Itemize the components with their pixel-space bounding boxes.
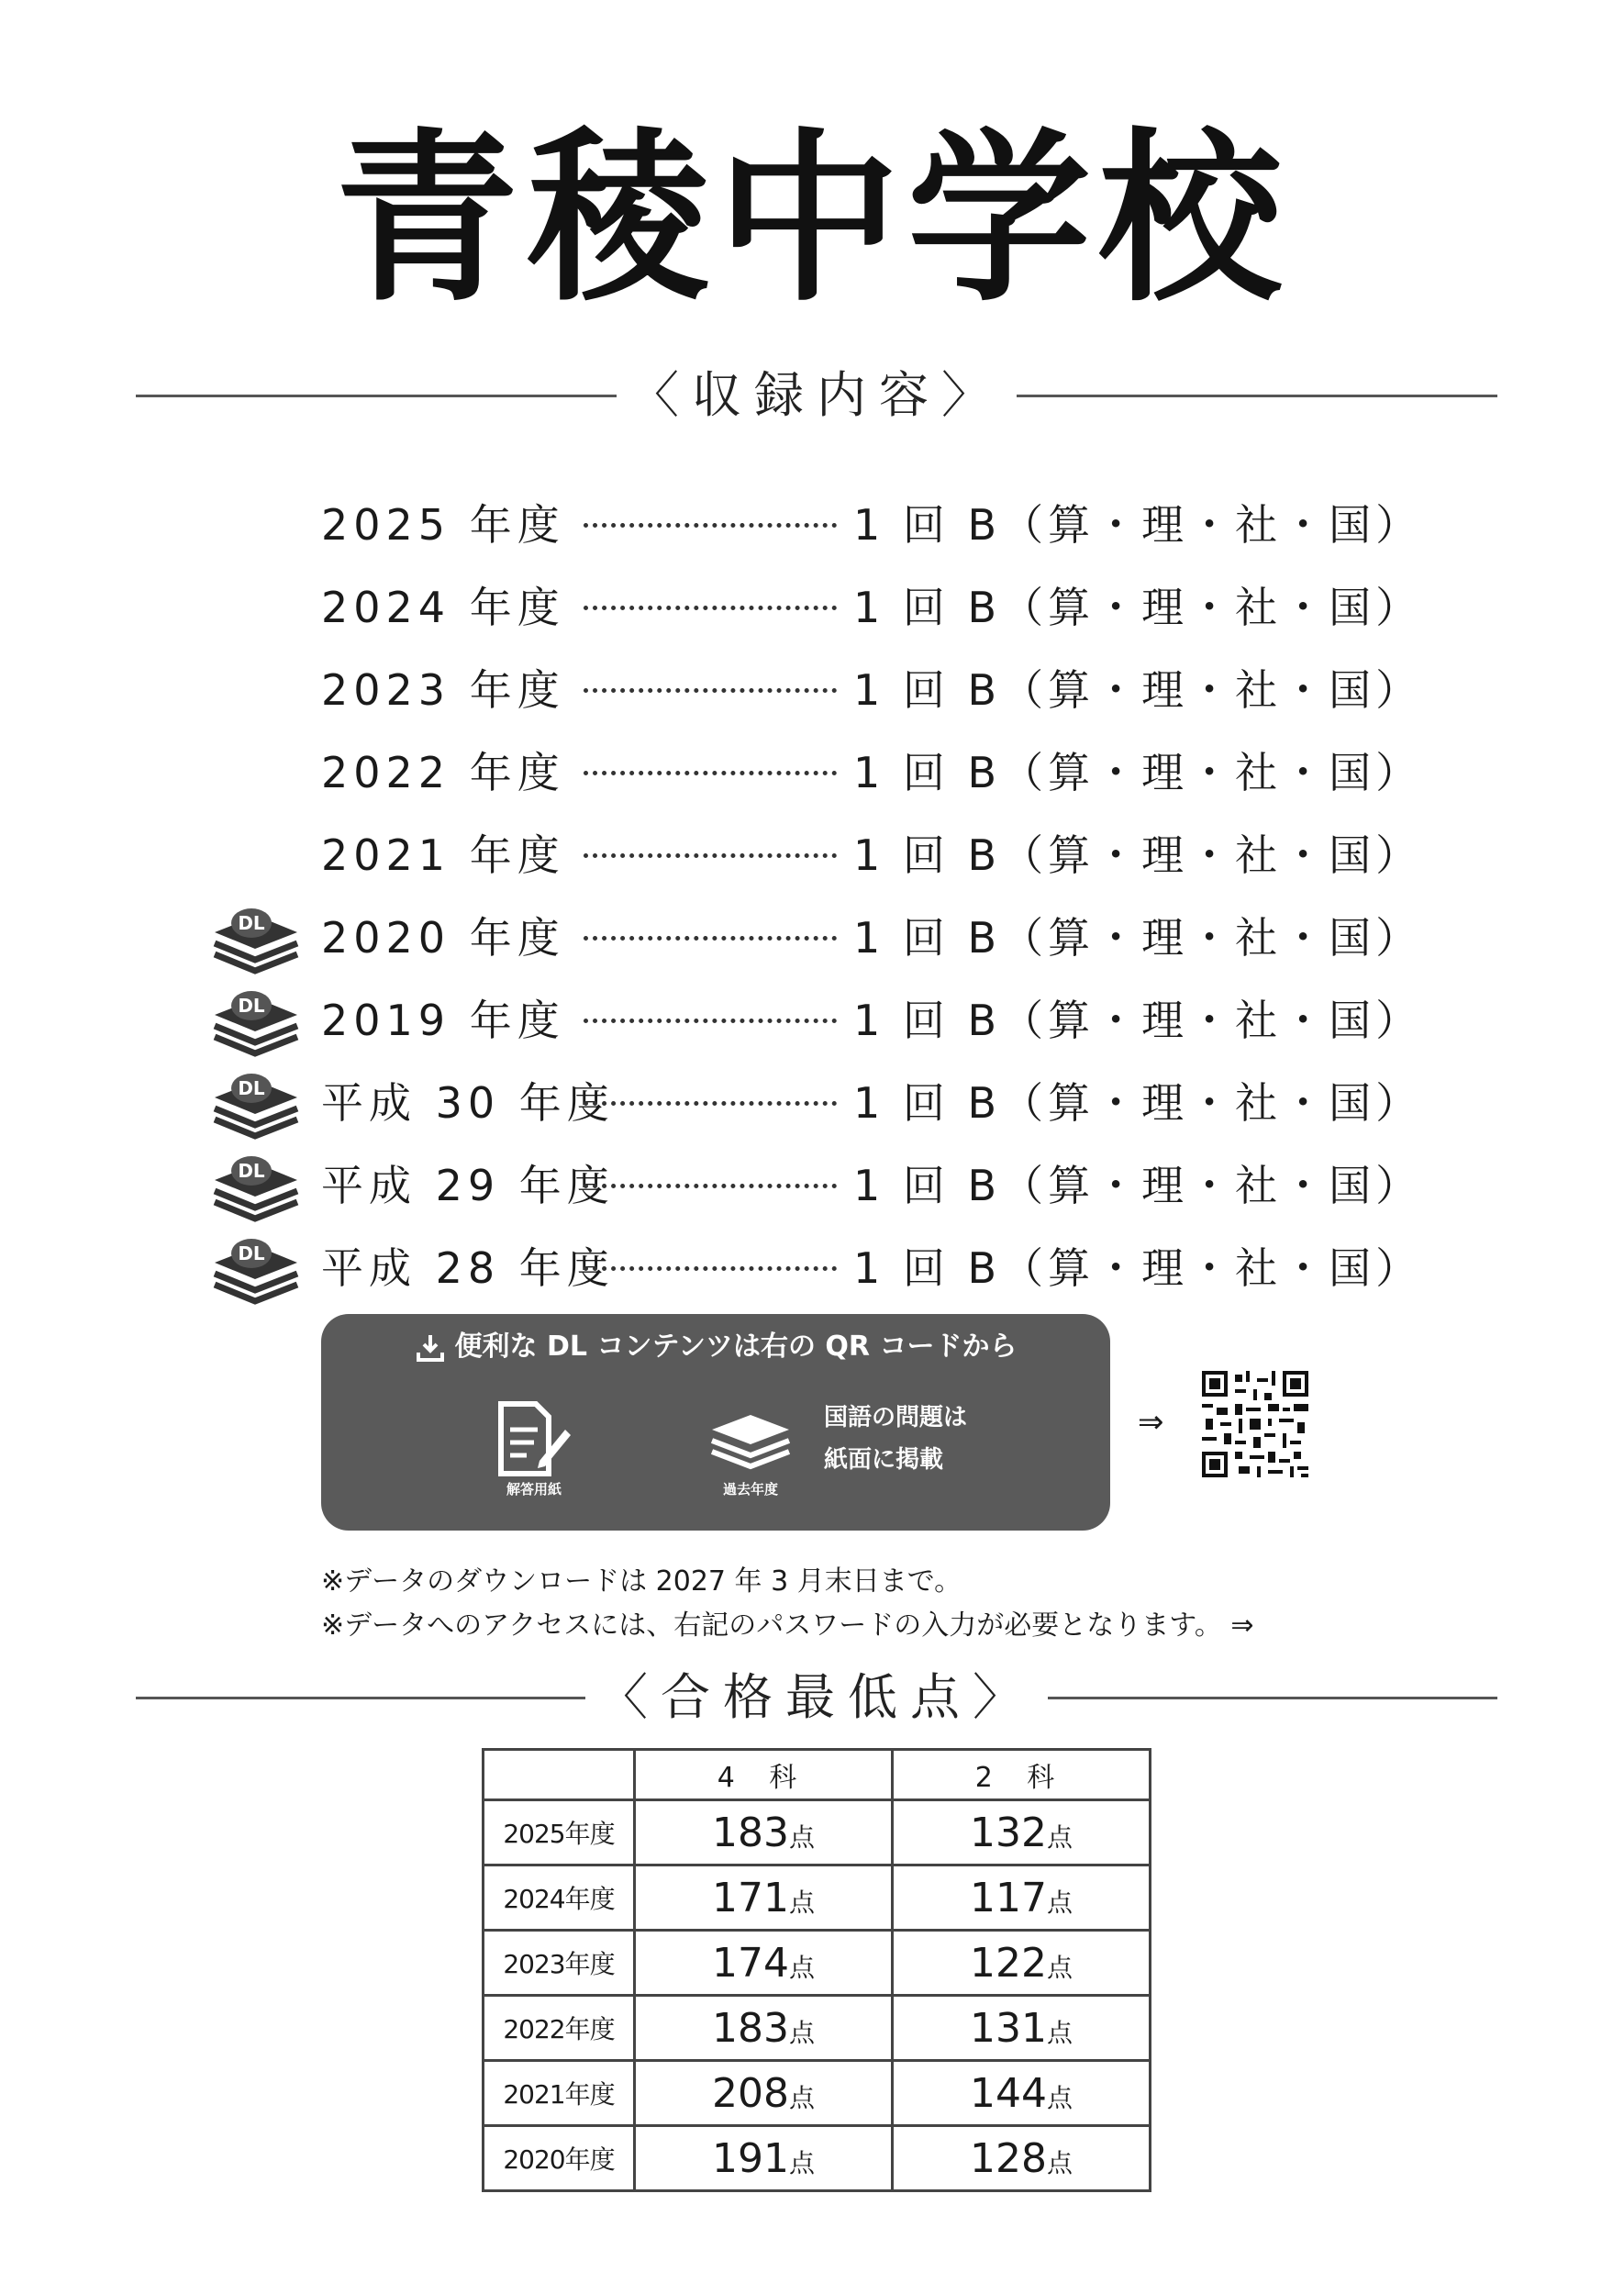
qr-arrow: ⇒	[1138, 1404, 1164, 1441]
table-row	[484, 1931, 1151, 1996]
qr-code[interactable]	[1202, 1371, 1308, 1477]
score-unit: 点	[1046, 1952, 1073, 1983]
dl-icon-text: DL	[238, 912, 265, 934]
contents-year: 2019 年度	[321, 996, 565, 1045]
contents-exam: 1 回 B（算・理・社・国）	[853, 1243, 1423, 1293]
score-year-cell: 2023年度	[484, 1931, 635, 1996]
contents-row	[0, 1147, 1624, 1230]
table-header-cell: 2 科	[893, 1750, 1151, 1800]
dl-book-icon	[209, 1230, 301, 1308]
dl-book-icon	[209, 982, 301, 1061]
contents-year: 2024 年度	[321, 583, 565, 632]
table-row	[484, 1865, 1151, 1931]
score-4-cell	[635, 2126, 893, 2191]
contents-year: 2022 年度	[321, 748, 565, 797]
contents-row	[0, 734, 1624, 817]
score-2-cell	[893, 2126, 1151, 2191]
download-icon	[415, 1332, 446, 1364]
contents-exam: 1 回 B（算・理・社・国）	[853, 996, 1423, 1045]
score-2-cell	[893, 1800, 1151, 1865]
dot-leader	[584, 1101, 837, 1106]
contents-row	[0, 817, 1624, 899]
score-unit: 点	[1046, 2147, 1073, 2178]
past-years-caption: 過去年度	[722, 1481, 778, 1498]
answer-sheet-icon	[492, 1397, 574, 1479]
page-title: 青稜中学校	[334, 113, 1289, 327]
contents-exam: 1 回 B（算・理・社・国）	[853, 500, 1423, 550]
dot-leader	[584, 688, 837, 693]
table-header-cell: 4 科	[635, 1750, 893, 1800]
score-year-cell: 2022年度	[484, 1996, 635, 2061]
contents-year: 2023 年度	[321, 665, 565, 715]
score-value: 128	[970, 2134, 1047, 2182]
note-line: ※データへのアクセスには、右記のパスワードの入力が必要となります。 ⇒	[321, 1609, 1254, 1642]
book-stack-icon	[705, 1402, 796, 1476]
contents-year: 2020 年度	[321, 913, 565, 963]
score-value: 183	[712, 2004, 789, 2052]
dot-leader	[584, 1266, 837, 1271]
contents-row	[0, 1064, 1624, 1147]
score-value: 183	[712, 1809, 789, 1856]
score-value: 174	[712, 1939, 789, 1987]
contents-row	[0, 982, 1624, 1064]
dot-leader	[584, 523, 837, 528]
dot-leader	[584, 771, 837, 775]
dl-book-icon	[209, 899, 301, 978]
score-2-cell	[893, 1931, 1151, 1996]
score-value: 191	[712, 2134, 789, 2182]
answer-sheet-caption: 解答用紙	[506, 1481, 562, 1498]
dl-icon-text: DL	[238, 1077, 265, 1099]
table-row	[484, 1800, 1151, 1865]
table-row	[484, 2126, 1151, 2191]
scores-table-wrap	[482, 1748, 1151, 2192]
contents-row	[0, 486, 1624, 569]
dot-leader	[584, 606, 837, 610]
dot-leader	[584, 853, 837, 858]
score-4-cell	[635, 1865, 893, 1931]
dl-icon-text: DL	[238, 1160, 265, 1182]
dot-leader	[584, 1184, 837, 1188]
scores-table-body	[484, 1800, 1151, 2191]
contents-row	[0, 899, 1624, 982]
contents-row	[0, 651, 1624, 734]
score-2-cell	[893, 1996, 1151, 2061]
score-2-cell	[893, 2061, 1151, 2126]
notes	[321, 1560, 1254, 1648]
score-value: 117	[970, 1874, 1047, 1921]
score-unit: 点	[788, 1821, 815, 1853]
score-unit: 点	[788, 1952, 815, 1983]
score-unit: 点	[1046, 1821, 1073, 1853]
score-year-cell: 2020年度	[484, 2126, 635, 2191]
answer-sheet-item	[492, 1397, 574, 1483]
contents-exam: 1 回 B（算・理・社・国）	[853, 913, 1423, 963]
dl-icon-text: DL	[238, 995, 265, 1017]
score-unit: 点	[788, 2017, 815, 2048]
contents-year: 2025 年度	[321, 500, 565, 550]
score-value: 171	[712, 1874, 789, 1921]
dot-leader	[584, 1019, 837, 1023]
score-4-cell	[635, 1996, 893, 2061]
contents-exam: 1 回 B（算・理・社・国）	[853, 830, 1423, 880]
dot-leader	[584, 936, 837, 941]
score-4-cell	[635, 2061, 893, 2126]
score-year-cell: 2024年度	[484, 1865, 635, 1931]
score-value: 208	[712, 2069, 789, 2117]
dl-box-heading	[321, 1329, 1110, 1365]
score-4-cell	[635, 1800, 893, 1865]
table-header-cell	[484, 1750, 635, 1800]
scores-heading-label: 〈合格最低点〉	[585, 1665, 1048, 1730]
table-row	[484, 2061, 1151, 2126]
score-unit: 点	[1046, 1887, 1073, 1918]
score-value: 132	[970, 1809, 1047, 1856]
score-4-cell	[635, 1931, 893, 1996]
dl-content-box	[321, 1314, 1110, 1531]
score-year-cell: 2025年度	[484, 1800, 635, 1865]
score-year-cell: 2021年度	[484, 2061, 635, 2126]
contents-heading	[136, 363, 1497, 428]
contents-year: 2021 年度	[321, 830, 565, 880]
contents-exam: 1 回 B（算・理・社・国）	[853, 665, 1423, 715]
table-row	[484, 1996, 1151, 2061]
past-years-item	[705, 1402, 796, 1479]
score-2-cell	[893, 1865, 1151, 1931]
contents-row	[0, 569, 1624, 651]
contents-exam: 1 回 B（算・理・社・国）	[853, 1161, 1423, 1210]
contents-exam: 1 回 B（算・理・社・国）	[853, 1078, 1423, 1128]
score-value: 131	[970, 2004, 1047, 2052]
dl-icon-text: DL	[238, 1242, 265, 1264]
score-value: 122	[970, 1939, 1047, 1987]
scores-heading	[136, 1665, 1497, 1730]
contents-exam: 1 回 B（算・理・社・国）	[853, 748, 1423, 797]
dl-box-note-line: 紙面に掲載	[824, 1446, 944, 1474]
dl-book-icon	[209, 1147, 301, 1226]
dl-book-icon	[209, 1064, 301, 1143]
score-unit: 点	[1046, 2082, 1073, 2113]
dl-box-note	[824, 1397, 967, 1481]
score-unit: 点	[788, 2082, 815, 2113]
scores-table	[482, 1748, 1151, 2192]
score-unit: 点	[788, 1887, 815, 1918]
dl-box-note-line: 国語の問題は	[824, 1404, 968, 1431]
score-unit: 点	[1046, 2017, 1073, 2048]
score-unit: 点	[788, 2147, 815, 2178]
contents-year: 平成 28 年度	[321, 1243, 615, 1293]
note-line: ※データのダウンロードは 2027 年 3 月末日まで。	[321, 1565, 962, 1598]
contents-year: 平成 30 年度	[321, 1078, 615, 1128]
contents-row	[0, 1230, 1624, 1312]
dl-box-heading-text: 便利な DL コンテンツは右の QR コードから	[454, 1331, 1018, 1363]
contents-year: 平成 29 年度	[321, 1161, 615, 1210]
table-header-row	[484, 1750, 1151, 1800]
score-value: 144	[970, 2069, 1047, 2117]
contents-exam: 1 回 B（算・理・社・国）	[853, 583, 1423, 632]
contents-heading-label: 〈収録内容〉	[617, 363, 1017, 428]
